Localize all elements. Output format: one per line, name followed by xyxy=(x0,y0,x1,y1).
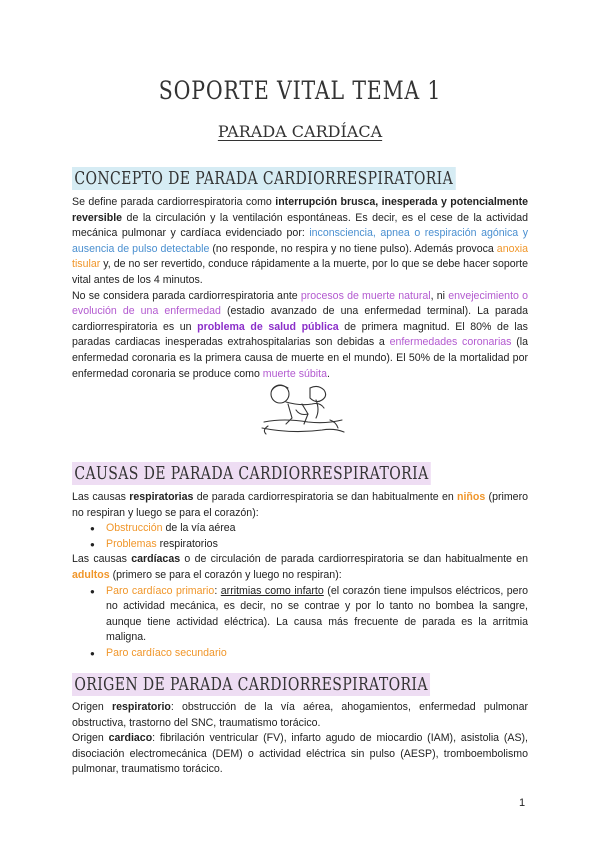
list-item: ● Obstrucción de la vía aérea xyxy=(106,521,528,537)
section-origen-body xyxy=(72,700,528,778)
list-item: ● Paro cardíaco primario: arritmias como infarto (el corazón tiene impulsos eléctricos, pero no actividad mecánica, es decir, no se contrae y por lo tanto no bombea la sangre, aunque tiene actividad eléctrica). La causa más frecuente de parada es la arritmia maligna. xyxy=(106,584,528,646)
list-item: ● Paro cardíaco secundario xyxy=(106,646,528,662)
heading-origen: ORIGEN DE PARADA CARDIORRESPIRATORIA xyxy=(72,673,430,696)
cardiac-causes-list xyxy=(72,584,528,662)
heading-concepto: CONCEPTO DE PARADA CARDIORRESPIRATORIA xyxy=(72,167,455,190)
causas-paragraph-1: Las causas respiratorias de parada cardiorrespiratoria se dan habitualmente en niños (primero no respiran y luego se para el corazón): xyxy=(72,491,528,519)
origen-paragraph-1: Origen respiratorio: obstrucción de la vía aérea, ahogamientos, enfermedad pulmonar obstructiva, trastorno del SNC, traumatismo torácico. xyxy=(72,701,528,729)
page-number: 1 xyxy=(519,797,526,809)
page-subtitle: PARADA CARDÍACA xyxy=(217,122,383,141)
cpr-sketch-icon xyxy=(250,380,348,442)
section-causas-body xyxy=(72,490,528,662)
origen-paragraph-2: Origen cardiaco: fibrilación ventricular (FV), infarto agudo de miocardio (IAM), asistolia (AS), disociación electromecánica (DEM) o actividad eléctrica sin pulso (AESP), tromboembolismo pulmonar, traumatismo torácico. xyxy=(72,732,528,776)
causas-paragraph-2: Las causas cardíacas o de circulación de parada cardiorrespiratoria se dan habitualmente en adultos (primero se para el corazón y luego no respiran): xyxy=(72,553,528,581)
section-concepto-body xyxy=(72,195,528,382)
list-item: ● Problemas respiratorios xyxy=(106,537,528,553)
page-title: SOPORTE VITAL TEMA 1 xyxy=(158,76,442,105)
heading-causas: CAUSAS DE PARADA CARDIORRESPIRATORIA xyxy=(72,462,431,485)
respiratory-causes-list xyxy=(72,521,528,552)
concepto-paragraph-1: Se define parada cardiorrespiratoria como interrupción brusca, inesperada y potencialmente reversible de la circulación y la ventilación espontáneas. Es decir, es el cese de la actividad mecánica pulmonar y cardíaca evidenciado por: inconsciencia, apnea o respiración agónica y ausencia de pulso detectable (no responde, no respira y no tiene pulso). Además provoca anoxia tisular y, de no ser revertido, conduce rápidamente a la muerte, por lo que se debe hacer soporte vital antes de los 4 minutos. xyxy=(72,196,529,286)
concepto-paragraph-2: No se considera parada cardiorrespiratoria ante procesos de muerte natural, ni envejecimiento o evolución de una enfermedad (estadio avanzado de una enfermedad terminal). La parada cardiorrespiratoria es un problema de salud pública de primera magnitud. El 80% de las paradas cardiacas inesperadas extrahospitalarias son debidas a enfermedades coronarias (la enfermedad coronaria es la primera causa de muerte en el mundo). El 50% de la mortalidad por enfermedad coronaria se produce como muerte súbita. xyxy=(72,289,528,380)
